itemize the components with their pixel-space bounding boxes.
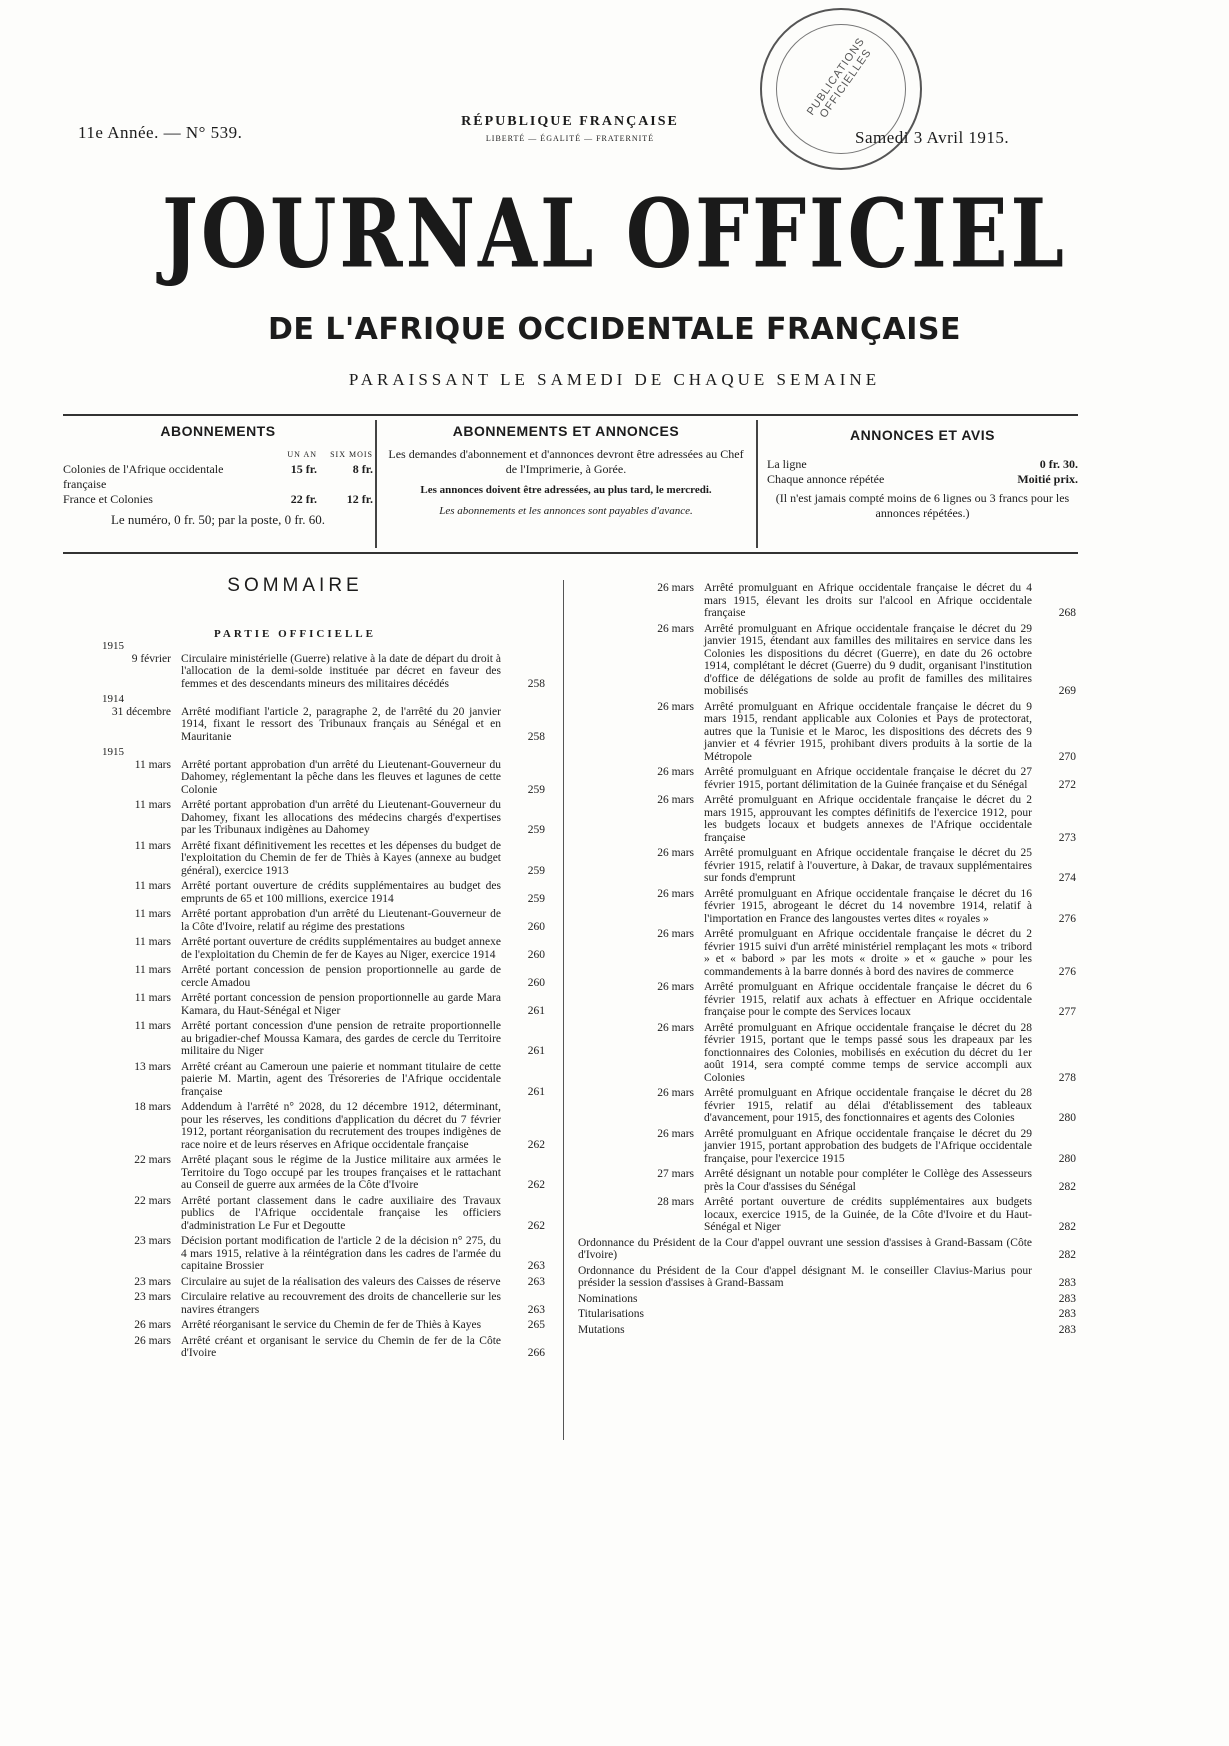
toc-entry-text: Arrêté promulguant en Afrique occidentale française le décret du 25 février 1915, relatif à l'ouverture, à Dakar, de travaux supplémentaires sur fonds d'emprunt [704,847,1032,884]
toc-entry-date: 26 mars [657,582,694,594]
toc-entry [55,1276,545,1289]
toc-entry [578,1293,1076,1306]
toc-entry-text: Arrêté promulguant en Afrique occidentale française le décret du 28 février 1915, portant que le temps passé sous les drapeaux par les fonctionnaires des Colonies, mobilisés en exécution du décret du 1er août 1914, sera compté comme temps de service accompli aux Colonies [704,1021,1032,1084]
toc-entry [55,1235,545,1273]
toc-entry-text: Arrêté promulguant en Afrique occidentale française le décret du 29 janvier 1915, portant approbation des budgets de l'Afrique occidentale française, pour l'exercice 1915 [704,1127,1032,1165]
toc-entry-date: 26 mars [657,1021,694,1034]
stamp-text: PUBLICATIONS OFFICIELLES [804,35,875,121]
abonnements-annonces-line: Les abonnements et les annonces sont payables d'avance. [439,505,693,517]
toc-entry-page: 258 [527,677,545,690]
toc-entry-date: 11 mars [134,964,171,976]
toc-entry-text: Arrêté portant approbation d'un arrêté du Lieutenant-Gouverneur du Dahomey, réglementant la pêche dans les fleuves et lagunes de cette Colonie [181,758,501,796]
toc-entry-date: 11 mars [134,799,171,811]
toc-entry-page: 261 [527,1004,545,1017]
toc-entry-date: 23 mars [134,1291,171,1303]
annonces-row-repetee [767,472,1078,487]
toc-entry-text: Arrêté portant concession d'une pension de retraite proportionnelle au brigadier-chef Moussa Kamara, des gardes de cercle du Territoire militaire du Niger [181,1020,501,1057]
toc-entry [55,908,545,933]
row-value: 15 fr. [290,462,317,476]
annonces-row-ligne [767,457,1078,472]
toc-entry-date: 22 mars [134,1154,171,1166]
toc-entry [55,880,545,905]
toc-entry-text: Arrêté portant ouverture de crédits supplémentaires au budget annexe de l'exploitation du Chemin de fer de Kayes au Niger, exercice 1914 [181,936,501,961]
toc-entry-page: 259 [527,892,545,905]
toc-entry [55,1020,545,1058]
toc-entry-text: Arrêté plaçant sous le régime de la Justice militaire aux armées le Territoire du Togo occupé par les troupes françaises et le rattachant au Conseil de guerre aux armées de la Côte d'Ivoire [181,1154,501,1191]
republique-motto: LIBERTÉ — ÉGALITÉ — FRATERNITÉ [485,134,655,143]
toc-entry-text: Addendum à l'arrêté n° 2028, du 12 décembre 1912, déterminant, pour les réserves, les conditions d'application du décret du 7 février 1912, portant réorganisation du recrutement des troupes indigènes de race noire et de leurs réserves en Afrique occidentale française [181,1101,501,1151]
toc-entry [578,766,1076,791]
toc-entry-text: Arrêté promulguant en Afrique occidentale française le décret du 2 février 1915 suivi d'un arrêté ministériel remplaçant les mots « tribord » et « babord » par les mots « droite » et « gauche » pour les commandements à la barre donnés à bord des navires de commerce [704,928,1032,978]
toc-entry [55,1335,545,1360]
toc-year [55,746,545,759]
toc-entry-date: 11 mars [134,908,171,920]
column-divider [563,580,564,1440]
toc-entry [578,981,1076,1019]
toc-entry [55,992,545,1017]
toc-entry-page: 259 [527,783,545,796]
toc-entry [55,936,545,961]
toc-entry-date: 26 mars [657,794,694,806]
toc-entry-page: 268 [1058,607,1076,619]
toc-entry-text: Arrêté fixant définitivement les recettes et les dépenses du budget de l'exploitation du Chemin de fer de Thiès à Kayes (annexe au budget général), exercice 1913 [181,839,501,877]
toc-entry-date: 26 mars [657,1127,694,1140]
abonnements-annonces-column [385,424,747,519]
toc-entry-text: Décision portant modification de l'article 2 de la décision n° 275, du 4 mars 1915, relative à la réintégration dans les cadres de l'armée du capitaine Brossier [181,1235,501,1272]
toc-entry-text: Arrêté promulguant en Afrique occidentale française le décret du 28 février 1915, relatif au délai d'établissement des tableaux d'avancement, pour 1915, des fonctionnaires et agents des Colonies [704,1087,1032,1124]
toc-entry-date: 26 mars [657,887,694,900]
toc-entry-page: 260 [527,920,545,933]
toc-entry-text: Arrêté promulguant en Afrique occidentale française le décret du 29 janvier 1915, étendant aux familles des militaires en service dans les Colonies les dispositions du décret (Guerre), en date du 26 octobre 1914, complétant le décret (Guerre) du 9 dudit, organisant l'institution d'office de délégations de solde au profit de familles des militaires mobilisés [704,622,1032,697]
toc-entry-text: Ordonnance du Président de la Cour d'appel désignant M. le conseiller Clavius-Marius pour présider la session d'assises à Grand-Bassam [578,1264,1032,1289]
toc-entry-page: 282 [1058,1249,1076,1261]
partie-officielle-title: PARTIE OFFICIELLE [214,628,376,640]
toc-entry-text: Mutations [578,1323,625,1336]
toc-entry-page: 261 [527,1085,545,1098]
toc-entry [55,1101,545,1151]
toc-entry-page: 276 [1058,912,1076,925]
toc-entry-date: 11 mars [134,992,171,1004]
annonces-avis-heading: ANNONCES ET AVIS [850,427,995,443]
toc-entry-page: 260 [527,976,545,989]
issue-date: Samedi 3 Avril 1915. [855,128,1010,147]
toc-entry-date: 11 mars [134,1020,171,1032]
toc-entry [578,1196,1076,1234]
abonnements-annonces-heading: ABONNEMENTS ET ANNONCES [452,423,680,439]
toc-entry-page: 273 [1058,831,1076,844]
row-label: La ligne [767,457,807,471]
toc-entry-page: 266 [527,1347,545,1359]
toc-entry [55,1195,545,1233]
toc-entry [578,847,1076,885]
issue-number: 11e Année. — N° 539. [78,123,243,142]
toc-entry-page: 262 [527,1138,545,1151]
toc-entry-date: 26 mars [657,981,694,993]
row-value: 0 fr. 30. [1039,457,1078,471]
toc-entry-text: Arrêté désignant un notable pour compléter le Collège des Assesseurs près la Cour d'assises du Sénégal [704,1168,1032,1193]
toc-entry [578,1087,1076,1125]
toc-entry-page: 272 [1058,778,1076,791]
subscription-box [63,414,1078,554]
toc-entry-text: Arrêté créant et organisant le service du Chemin de fer de la Côte d'Ivoire [181,1334,501,1359]
toc-entry-page: 276 [1058,965,1076,978]
toc-entry-text: Arrêté promulguant en Afrique occidentale française le décret du 6 février 1915, relatif aux achats à effectuer en Afrique occidentale française pour le compte des Services locaux [704,981,1032,1018]
toc-entry [55,759,545,797]
toc-entry-page: 265 [527,1319,545,1331]
abonnements-col-headers [63,447,373,462]
toc-entry-date: 11 mars [134,936,171,948]
toc-entry-text: Arrêté promulguant en Afrique occidentale française le décret du 9 mars 1915, rendant applicable aux Colonies et Pays de protectorat, autres que la Tunisie et le Maroc, les dispositions des décrets des 9 janvier et 4 février 1915, prohibant divers produits à la sortie de la Métropole [704,700,1032,763]
toc-year [55,640,545,653]
abonnements-row-france [63,492,373,507]
toc-entry-page: 283 [1058,1277,1076,1289]
toc-entry-text: Nominations [578,1292,638,1305]
toc-entry-page: 283 [1058,1292,1076,1305]
toc-entry [55,840,545,878]
toc-entry-page: 283 [1058,1308,1076,1320]
toc-entry-page: 258 [527,730,545,743]
sommaire-title: SOMMAIRE [227,575,363,596]
toc-entry-page: 259 [527,864,545,877]
toc-entry-date: 11 mars [134,839,171,852]
toc-entry-date: 11 mars [134,758,171,771]
toc-entry-date: 23 mars [134,1275,171,1288]
row-value: 8 fr. [352,462,373,476]
toc-entry-text: Circulaire relative au recouvrement des droits de chancellerie sur les navires étrangers [181,1291,501,1316]
toc-entry-text: Titularisations [578,1308,645,1320]
toc-entry [578,1128,1076,1166]
six-mois-header: SIX MOIS [330,450,373,459]
toc-entry [55,799,545,837]
toc-entry-date: 26 mars [657,1087,694,1099]
row-label: Chaque annonce répétée [767,472,885,486]
toc-left-column [55,640,545,1363]
toc-entry-page: 263 [527,1275,545,1288]
toc-entry [55,964,545,989]
un-an-header: UN AN [287,450,317,459]
toc-entry [55,1319,545,1332]
journal-title: JOURNAL OFFICIEL [161,177,1067,289]
toc-entry [578,1308,1076,1321]
toc-entry-text: Arrêté créant au Cameroun une paierie et nommant titulaire de cette paierie M. Martin, agent des Trésoreries de l'Afrique occidentale française [181,1060,501,1098]
numero-price: Le numéro, 0 fr. 50; par la poste, 0 fr. 60. [110,512,326,527]
toc-entry-text: Arrêté portant classement dans le cadre auxiliaire des Travaux publics de l'Afrique occidentale française les officiers d'administration Le Fur et Degoutte [181,1194,501,1232]
abonnements-column [63,424,373,527]
abonnements-annonces-line: Les annonces doivent être adressées, au plus tard, le mercredi. [420,484,712,496]
republique-block [395,114,745,143]
toc-entry-text: Arrêté portant concession de pension proportionnelle au garde Mara Kamara, du Haut-Sénégal et Niger [181,992,501,1017]
toc-entry-text: Arrêté modifiant l'article 2, paragraphe 2, de l'arrêté du 20 janvier 1914, fixant le ressort des Tribunaux français au Sénégal et en Mauritanie [181,705,501,743]
column-divider [375,420,377,548]
toc-entry-text: Arrêté portant ouverture de crédits supplémentaires au budget des emprunts de 65 et 100 millions, exercice 1914 [181,880,501,905]
republique-title: RÉPUBLIQUE FRANÇAISE [461,114,679,129]
toc-entry-page: 282 [1058,1180,1076,1193]
toc-entry-page: 280 [1058,1112,1076,1124]
toc-entry [55,1061,545,1099]
toc-entry-page: 280 [1058,1152,1076,1165]
row-value: 12 fr. [346,492,373,506]
toc-entry-text: Arrêté promulguant en Afrique occidentale française le décret du 2 mars 1915, approuvant les comptes définitifs de l'exercice 1912, pour les budgets locaux et budgets annexes de l'Afrique occidentale française [704,794,1032,844]
row-value: Moitié prix. [1017,472,1078,486]
toc-entry-page: 283 [1058,1323,1076,1336]
toc-year-label: 1914 [102,693,124,705]
toc-entry [578,928,1076,978]
toc-year-label: 1915 [102,746,124,758]
toc-entry-date: 9 février [131,652,171,665]
toc-entry-page: 270 [1058,750,1076,763]
toc-entry-page: 277 [1058,1006,1076,1018]
toc-entry-date: 22 mars [134,1194,171,1207]
annonces-avis-column [767,424,1078,521]
journal-subtitle: DE L'AFRIQUE OCCIDENTALE FRANÇAISE [268,312,961,347]
toc-entry [55,706,545,744]
toc-right-column [578,582,1076,1339]
toc-entry-date: 27 mars [657,1168,694,1180]
toc-entry-date: 28 mars [657,1196,694,1208]
toc-entry-date: 13 mars [134,1060,171,1073]
toc-entry-date: 26 mars [134,1334,171,1347]
toc-entry-date: 26 mars [657,766,694,778]
toc-entry-page: 278 [1058,1071,1076,1084]
toc-entry-text: Arrêté portant approbation d'un arrêté du Lieutenant-Gouverneur du Dahomey, fixant les allocations des médecins chargés d'expertises par les Tribunaux indigènes au Dahomey [181,799,501,836]
column-divider [756,420,758,548]
abonnements-heading: ABONNEMENTS [160,423,276,439]
toc-entry-date: 26 mars [657,928,694,940]
toc-entry-page: 261 [527,1045,545,1057]
toc-entry-text: Ordonnance du Président de la Cour d'appel ouvrant une session d'assises à Grand-Bassam (Côte d'Ivoire) [578,1236,1032,1261]
toc-entry-date: 26 mars [657,847,694,859]
toc-year [55,693,545,706]
toc-entry-page: 269 [1058,685,1076,697]
toc-entry [578,582,1076,620]
toc-entry [578,1265,1076,1290]
toc-entry [578,1168,1076,1193]
toc-entry-page: 282 [1058,1221,1076,1233]
toc-year-label: 1915 [102,640,124,652]
row-label: Colonies de l'Afrique occidentale française [63,462,224,491]
toc-entry-text: Arrêté portant approbation d'un arrêté du Lieutenant-Gouverneur de la Côte d'Ivoire, relatif au régime des prestations [181,908,501,933]
toc-entry-text: Circulaire ministérielle (Guerre) relative à la date de départ du droit à l'allocation de la demi-solde instituée par décret en faveur des femmes et des descendants mineurs des militaires décédés [181,652,501,690]
toc-entry [578,701,1076,764]
toc-entry-page: 263 [527,1260,545,1272]
toc-entry-text: Arrêté promulguant en Afrique occidentale française le décret du 27 février 1915, portant délimitation de la Guinée française et du Sénégal [704,766,1032,791]
toc-entry-page: 262 [527,1219,545,1232]
toc-entry-page: 260 [527,948,545,961]
toc-entry [55,1291,545,1316]
toc-entry-date: 26 mars [657,700,694,713]
toc-entry-page: 259 [527,824,545,836]
toc-entry-date: 31 décembre [111,705,171,718]
toc-entry-date: 26 mars [134,1319,171,1331]
toc-entry-date: 23 mars [134,1235,171,1247]
toc-entry-date: 18 mars [134,1101,171,1113]
toc-entry [578,623,1076,698]
toc-entry-text: Arrêté portant concession de pension proportionnelle au garde de cercle Amadou [181,964,501,989]
toc-entry [578,1324,1076,1337]
toc-entry-date: 11 mars [134,880,171,892]
annonces-note: (Il n'est jamais compté moins de 6 lignes ou 3 francs pour les annonces répétées.) [775,491,1070,520]
row-value: 22 fr. [290,492,317,506]
toc-entry-date: 26 mars [657,622,694,635]
row-label: France et Colonies [63,492,153,506]
journal-tagline: PARAISSANT LE SAMEDI DE CHAQUE SEMAINE [348,370,881,389]
toc-entry-text: Arrêté réorganisant le service du Chemin de fer de Thiès à Kayes [181,1319,482,1331]
toc-entry-page: 274 [1058,872,1076,884]
abonnements-row-afrique [63,462,373,492]
toc-entry [55,653,545,691]
toc-entry [578,794,1076,844]
toc-entry-page: 263 [527,1303,545,1316]
toc-entry [578,1237,1076,1262]
abonnements-annonces-line: Les demandes d'abonnement et d'annonces devront être adressées au Chef de l'Imprimerie, à Gorée. [388,447,744,476]
toc-entry [55,1154,545,1192]
toc-entry-page: 262 [527,1179,545,1191]
toc-entry [578,888,1076,926]
toc-entry-text: Circulaire au sujet de la réalisation des valeurs des Caisses de réserve [181,1275,501,1288]
toc-entry-text: Arrêté promulguant en Afrique occidentale française le décret du 16 février 1915, abrogeant le décret du 14 novembre 1914, relatif à l'importation en France des langoustes vertes dites « royales » [704,887,1032,925]
toc-entry-text: Arrêté promulguant en Afrique occidentale française le décret du 4 mars 1915, élevant les droits sur l'alcool en Afrique occidentale française [704,582,1032,619]
toc-entry-text: Arrêté portant ouverture de crédits supplémentaires aux budgets locaux, exercice 1915, de la Guinée, de la Côte d'Ivoire et du Haut-Sénégal et Niger [704,1196,1032,1233]
toc-entry [578,1022,1076,1085]
